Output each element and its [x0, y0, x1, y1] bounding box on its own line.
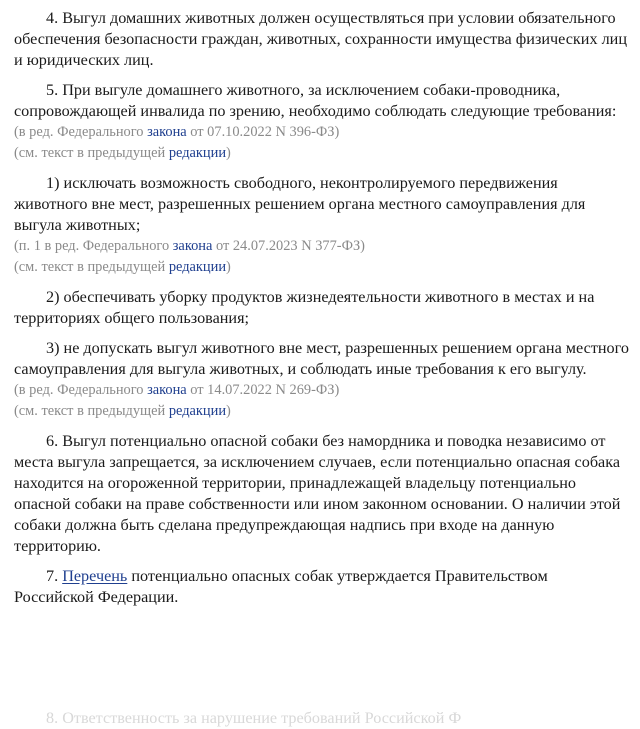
paragraph-4: 4. Выгул домашних животных должен осуществляться при условии обязательного обеспечения безопасности граждан, животных, сохранности имущества физических лиц и юридических лиц.: [14, 9, 627, 69]
law-link[interactable]: закона: [147, 124, 187, 140]
item-3: 3) не допускать выгул животного вне мест, разрешенных решением органа местного самоуправления для выгула животных, и соблюдать иные требования к его выгулу.: [14, 339, 629, 378]
paragraph-6: 6. Выгул потенциально опасной собаки без намордника и поводка независимо от места выгула запрещается, за исключением случаев, если потенциально опасная собака находится на огороженной территории, принадлежащей владельцу потенциально опасной собаки на праве собственности или ином законном основании. О наличии этой собаки должна быть сделана предупреждающая надпись при входе на данную территорию.: [14, 432, 621, 555]
paragraph-8-cut-off: 8. Ответственность за нарушение требований Российской Ф: [46, 709, 462, 727]
previous-edition-note-item-1: (см. текст в предыдущей редакции): [14, 259, 231, 275]
item-1: 1) исключать возможность свободного, неконтролируемого передвижения животного вне мест, разрешенных решением органа местного самоуправления для выгула животных;: [14, 174, 586, 234]
law-link[interactable]: закона: [172, 238, 213, 254]
previous-edition-note-item-3: (см. текст в предыдущей редакции): [14, 403, 231, 419]
amendment-note-5: (в ред. Федерального закона от 07.10.2022 N 396-ФЗ): [14, 124, 340, 140]
item-2: 2) обеспечивать уборку продуктов жизнедеятельности животного в местах и на территориях общего пользования;: [14, 288, 595, 327]
edition-link[interactable]: редакции: [168, 145, 227, 161]
amendment-note-item-3: (в ред. Федерального закона от 14.07.2022 N 269-ФЗ): [14, 382, 340, 398]
paragraph-7: 7. Перечень потенциально опасных собак утверждается Правительством Российской Федерации.: [14, 567, 548, 606]
previous-edition-note-5: (см. текст в предыдущей редакции): [14, 145, 231, 161]
paragraph-5: 5. При выгуле домашнего животного, за исключением собаки-проводника, сопровождающей инвалида по зрению, необходимо соблюдать следующие требования:: [14, 81, 617, 120]
edition-link[interactable]: редакции: [168, 259, 227, 275]
law-link[interactable]: закона: [147, 382, 187, 398]
edition-link[interactable]: редакции: [168, 403, 227, 419]
amendment-note-item-1: (п. 1 в ред. Федерального закона от 24.07.2023 N 377-ФЗ): [14, 238, 365, 254]
document-body: [14, 8, 630, 608]
list-link[interactable]: Перечень: [62, 567, 128, 585]
